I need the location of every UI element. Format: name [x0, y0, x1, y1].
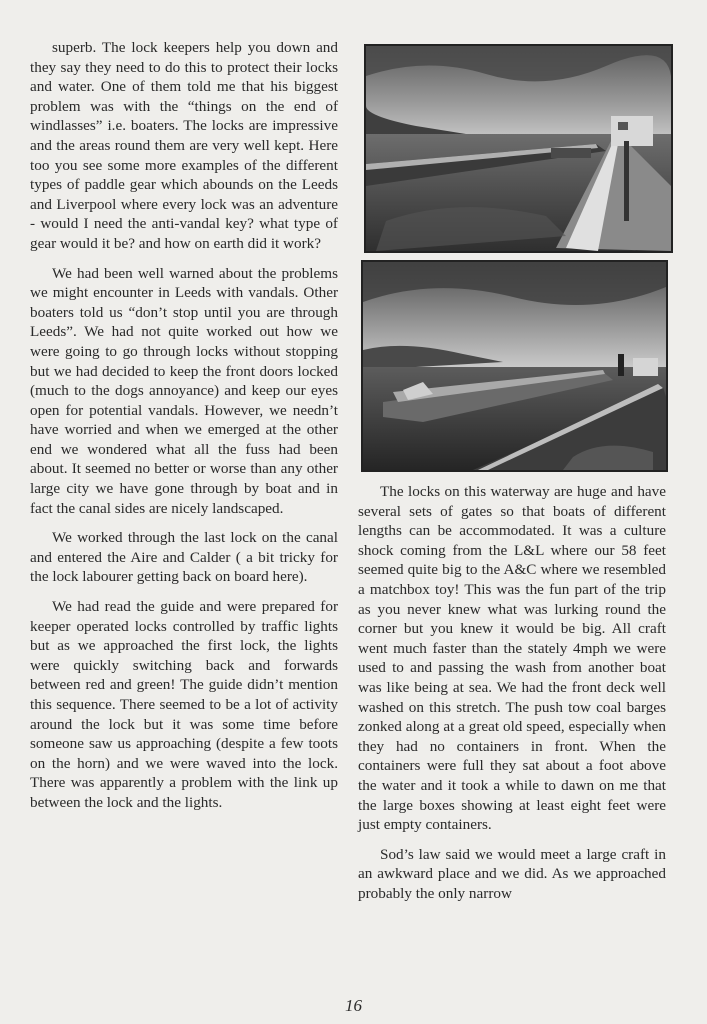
lock-photo-bottom [361, 260, 668, 472]
paragraph: We had read the guide and were prepared for keeper operated locks controlled by traffic lights but as we approached the first lock, the lights were quickly switching back and forwards between red and green! The guide didn’t mention this sequence. There seemed to be a lot of activity around the lock but it was some time before someone saw us approaching (despite a few toots on the horn) and we were waved into the lock. There was apparently a problem with the link up between the lock and the lights. [30, 598, 338, 811]
page-number: 16 [345, 996, 362, 1015]
right-text-column [358, 482, 666, 913]
paragraph: superb. The lock keepers help you down and they say they need to do this to protect their locks and water. One of them told me that his biggest problem was with the “things on the end of windlasses” i.e. boaters. The locks are impressive and the areas round them are very well kept. Here too you see some more examples of the different types of paddle gear which abounds on the Leeds and Liverpool where every lock was an adventure - would I need the anti-vandal key? what type of gear would it be? and how on earth did it work? [30, 39, 338, 252]
paragraph: We worked through the last lock on the canal and entered the Aire and Calder ( a bit tricky for the lock labourer getting back on board here). [30, 529, 338, 586]
paragraph: The locks on this waterway are huge and have several sets of gates so that boats of different lengths can be accommodated. It was a culture shock coming from the L&L where our 58 feet seemed quite big to the A&C where we resembled a matchbox toy! This was the fun part of the trip as you never knew what was lurking round the corner but you knew it would be big. All craft went much faster than the stately 4mph we were used to and passing the wash from another boat was like being at sea. We had the front deck well washed on this stretch. The push tow coal barges zonked along at a great old speed, especially when they had no containers in front. When the containers were full they sat about a foot above the water and it took a while to dawn on me that the large boxes showing at least eight feet were just empty containers. [358, 483, 666, 834]
paragraph: We had been well warned about the problems we might encounter in Leeds with vandals. Other boaters told us “don’t stop until you are through Leeds”. We had not quite worked out how we were going to go through locks without stopping but we had decided to keep the front doors locked (much to the dogs annoyance) and keep our eyes open for potential vandals. However, we needn’t have worried and when we emerged at the other end we wondered what all the fuss had been about. It seemed no better or worse than any other large city we have gone through by boat and in fact the canal sides are nicely landscaped. [30, 264, 338, 517]
left-text-column [30, 38, 338, 823]
paragraph: Sod’s law said we would meet a large craft in an awkward place and we did. As we approached probably the only narrow [358, 845, 666, 902]
lock-photo-top [364, 44, 673, 253]
